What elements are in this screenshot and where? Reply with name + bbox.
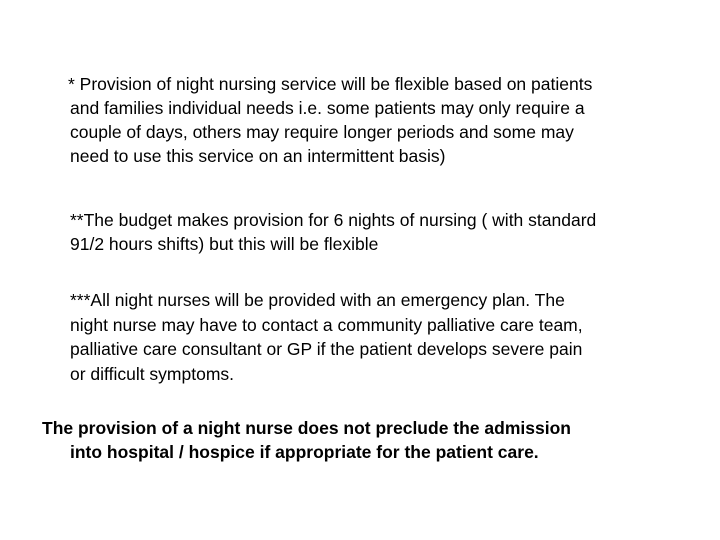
note-emergency-plan — [70, 288, 583, 386]
note-line: night nurse may have to contact a community palliative care team, — [70, 314, 583, 335]
note-budget — [70, 208, 596, 256]
note-line: or difficult symptoms. — [70, 363, 235, 384]
note-line: and families individual needs i.e. some patients may only require a — [70, 98, 585, 118]
note-line: **The budget makes provision for 6 nights of nursing ( with standard — [70, 210, 597, 230]
note-line: 91/2 hours shifts) but this will be flexible — [70, 234, 379, 254]
admission-statement — [42, 416, 571, 464]
statement-line: The provision of a night nurse does not preclude the admission — [42, 418, 571, 438]
note-line: ***All night nurses will be provided with an emergency plan. The — [70, 290, 565, 310]
note-line: need to use this service on an intermittent basis) — [70, 146, 446, 166]
note-line: palliative care consultant or GP if the patient develops severe pain — [70, 339, 583, 359]
note-line: couple of days, others may require longer periods and some may — [70, 122, 574, 142]
note-flexible-provision — [70, 72, 594, 168]
statement-line: into hospital / hospice if appropriate for the patient care. — [70, 442, 539, 462]
note-line: * Provision of night nursing service will be flexible based on patients — [68, 74, 593, 94]
